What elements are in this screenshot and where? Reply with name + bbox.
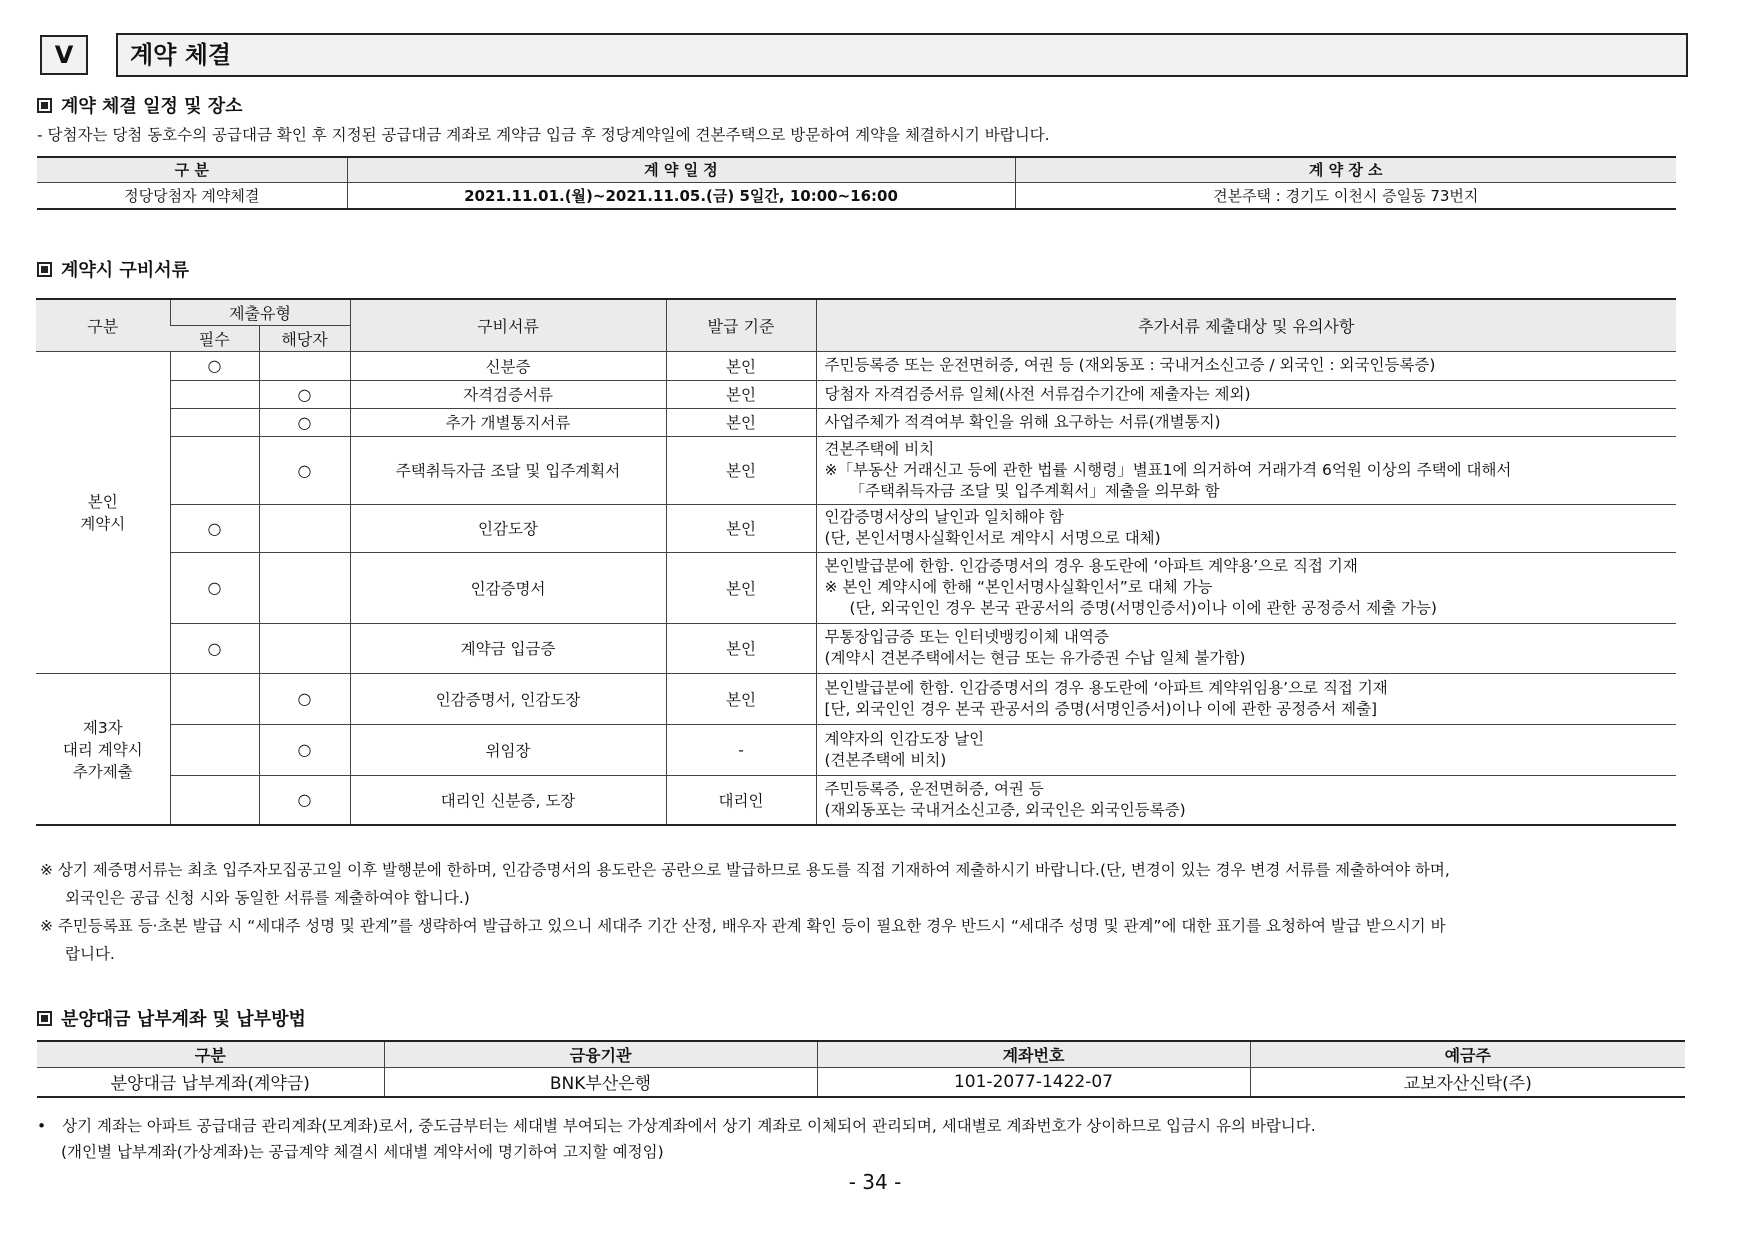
required-mark bbox=[170, 380, 259, 408]
document-name: 신분증 bbox=[350, 351, 666, 380]
note-line: 견본주택에 비치 bbox=[824, 439, 935, 458]
table-row bbox=[36, 351, 1676, 380]
header-cell: 계 약 일 정 bbox=[347, 157, 1015, 182]
documents-heading bbox=[37, 256, 189, 282]
table-row bbox=[36, 552, 1676, 623]
table-cell: BNK부산은행 bbox=[384, 1067, 817, 1097]
header-cell: 구 분 bbox=[37, 157, 347, 182]
note bbox=[816, 673, 1676, 724]
required-mark bbox=[170, 408, 259, 436]
table-header-row bbox=[36, 299, 1676, 325]
required-mark bbox=[170, 724, 259, 775]
payment-heading bbox=[37, 1005, 306, 1031]
applicable-mark: ○ bbox=[259, 673, 350, 724]
note bbox=[816, 552, 1676, 623]
document-name: 위임장 bbox=[350, 724, 666, 775]
header-cell: 구분 bbox=[36, 299, 170, 351]
issuer: 대리인 bbox=[666, 775, 816, 825]
group-label bbox=[36, 351, 170, 673]
schedule-intro: - 당첨자는 당첨 동호수의 공급대금 확인 후 지정된 공급대금 계좌로 계약금 입금 후 정당계약일에 견본주택으로 방문하여 계약을 체결하시기 바랍니다. bbox=[37, 126, 1050, 144]
group-label-line: 제3자 bbox=[82, 718, 123, 737]
required-mark: ○ bbox=[170, 351, 259, 380]
header-cell: 추가서류 제출대상 및 유의사항 bbox=[816, 299, 1676, 351]
note bbox=[816, 351, 1676, 380]
table-row bbox=[36, 623, 1676, 673]
table-row bbox=[36, 436, 1676, 504]
note-line: 본인발급분에 한함. 인감증명서의 경우 용도란에 ‘아파트 계약용’으로 직접 기재 bbox=[824, 557, 1358, 575]
remark bbox=[40, 856, 1690, 912]
table-row bbox=[36, 775, 1676, 825]
section-number: Ⅴ bbox=[40, 35, 88, 75]
table-row bbox=[37, 1067, 1685, 1097]
note-line: (단, 외국인인 경우 본국 관공서의 증명(서명인증서)이나 이에 관한 공정증서 제출 가능) bbox=[849, 599, 1437, 617]
square-bullet-icon bbox=[37, 1011, 52, 1026]
document-name: 계약금 입금증 bbox=[350, 623, 666, 673]
issuer: - bbox=[666, 724, 816, 775]
note bbox=[816, 436, 1676, 504]
group-label-line: 계약시 bbox=[80, 515, 126, 533]
payment-note-line: (개인별 납부계좌(가상계좌)는 공급계약 체결시 세대별 계약서에 명기하여 고지할 예정임) bbox=[61, 1143, 664, 1161]
table-cell: 2021.11.01.(월)~2021.11.05.(금) 5일간, 10:00~16:00 bbox=[347, 182, 1015, 209]
table-header-row bbox=[37, 157, 1676, 182]
header-cell: 계좌번호 bbox=[817, 1041, 1250, 1067]
remarks bbox=[40, 856, 1690, 968]
section-title: 계약 체결 bbox=[116, 33, 1688, 77]
note-line: 사업주체가 적격여부 확인을 위해 요구하는 서류(개별통지) bbox=[824, 412, 1221, 431]
note-line: 계약자의 인감도장 날인 bbox=[824, 729, 985, 748]
applicable-mark bbox=[259, 351, 350, 380]
note-line: 「주택취득자금 조달 및 입주계획서」제출을 의무화 함 bbox=[849, 481, 1220, 500]
square-bullet-icon bbox=[37, 262, 52, 277]
document-name: 자격검증서류 bbox=[350, 380, 666, 408]
note bbox=[816, 504, 1676, 552]
table-row bbox=[36, 408, 1676, 436]
header-cell: 구비서류 bbox=[350, 299, 666, 351]
remark-line: ※ 주민등록표 등·초본 발급 시 “세대주 성명 및 관계”를 생략하여 발급하고 있으니 세대주 기간 산정, 배우자 관계 확인 등이 필요한 경우 반드시 “세대주 성명 및 관계”에 대한 표기를 요청하여 발급 받으시기 바 bbox=[40, 917, 1446, 935]
note bbox=[816, 408, 1676, 436]
document-name: 대리인 신분증, 도장 bbox=[350, 775, 666, 825]
table-cell: 분양대금 납부계좌(계약금) bbox=[110, 1074, 310, 1095]
required-mark bbox=[170, 436, 259, 504]
bullet-icon: • bbox=[37, 1117, 47, 1135]
remark-line: ※ 상기 제증명서류는 최초 입주자모집공고일 이후 발행분에 한하며, 인감증명서의 용도란은 공란으로 발급하므로 용도를 직접 기재하여 제출하시기 바랍니다.(단, 변경이 있는 경우 변경 서류를 제출하여야 하며, bbox=[40, 861, 1450, 879]
note bbox=[816, 724, 1676, 775]
required-mark: ○ bbox=[170, 552, 259, 623]
table-header-row bbox=[37, 1041, 1685, 1067]
issuer: 본인 bbox=[666, 436, 816, 504]
required-mark bbox=[170, 673, 259, 724]
note-line: 본인발급분에 한함. 인감증명서의 경우 용도란에 ‘아파트 계약위임용’으로 직접 기재 bbox=[824, 678, 1388, 697]
group-label-line: 대리 계약시 bbox=[62, 740, 143, 759]
note-line: (단, 본인서명사실확인서로 계약시 서명으로 대체) bbox=[824, 529, 1161, 547]
applicable-mark: ○ bbox=[259, 775, 350, 825]
header-cell: 필수 bbox=[170, 325, 259, 351]
header-cell: 계 약 장 소 bbox=[1015, 157, 1676, 182]
payment-heading-text: 분양대금 납부계좌 및 납부방법 bbox=[61, 1009, 306, 1030]
document-name: 인감도장 bbox=[350, 504, 666, 552]
note-line: [단, 외국인인 경우 본국 관공서의 증명(서명인증서)이나 이에 관한 공정증서 제출] bbox=[824, 699, 1378, 718]
applicable-mark bbox=[259, 623, 350, 673]
note-line: 인감증명서상의 날인과 일치해야 함 bbox=[824, 508, 1064, 526]
schedule-heading bbox=[37, 92, 243, 118]
applicable-mark bbox=[259, 552, 350, 623]
square-bullet-icon bbox=[37, 98, 52, 113]
applicable-mark: ○ bbox=[259, 380, 350, 408]
note bbox=[816, 380, 1676, 408]
note-line: 무통장입금증 또는 인터넷뱅킹이체 내역증 bbox=[824, 628, 1109, 646]
applicable-mark bbox=[259, 504, 350, 552]
remark-line: 랍니다. bbox=[65, 945, 115, 963]
table-row bbox=[36, 504, 1676, 552]
document-name: 인감증명서, 인감도장 bbox=[350, 673, 666, 724]
required-mark: ○ bbox=[170, 623, 259, 673]
document-name: 주택취득자금 조달 및 입주계획서 bbox=[350, 436, 666, 504]
required-mark bbox=[170, 775, 259, 825]
note bbox=[816, 775, 1676, 825]
group-label-line: 본인 bbox=[87, 493, 118, 511]
schedule-heading-text: 계약 체결 일정 및 장소 bbox=[61, 96, 243, 117]
payment-note-line bbox=[37, 1113, 1316, 1139]
header-cell: 예금주 bbox=[1250, 1041, 1685, 1067]
note-line: (견본주택에 비치) bbox=[824, 750, 947, 769]
note-line: (재외동포는 국내거소신고증, 외국인은 외국인등록증) bbox=[824, 800, 1186, 819]
applicable-mark: ○ bbox=[259, 724, 350, 775]
table-row bbox=[36, 724, 1676, 775]
note-line: ※ 본인 계약시에 한해 “본인서명사실확인서”로 대체 가능 bbox=[824, 578, 1213, 596]
header-cell: 발급 기준 bbox=[666, 299, 816, 351]
applicable-mark: ○ bbox=[259, 408, 350, 436]
document-name: 인감증명서 bbox=[350, 552, 666, 623]
page-number: - 34 - bbox=[848, 1170, 902, 1194]
schedule-table bbox=[37, 156, 1676, 210]
note-line: (계약시 견본주택에서는 현금 또는 유가증권 수납 일체 불가함) bbox=[824, 649, 1246, 667]
required-mark: ○ bbox=[170, 504, 259, 552]
document-name: 추가 개별통지서류 bbox=[350, 408, 666, 436]
remark-line: 외국인은 공급 신청 시와 동일한 서류를 제출하여야 합니다.) bbox=[65, 889, 470, 907]
issuer: 본인 bbox=[666, 623, 816, 673]
issuer: 본인 bbox=[666, 552, 816, 623]
table-cell: 101-2077-1422-07 bbox=[817, 1067, 1250, 1097]
header-cell: 금융기관 bbox=[384, 1041, 817, 1067]
payment-table bbox=[37, 1040, 1685, 1098]
issuer: 본인 bbox=[666, 504, 816, 552]
table-row bbox=[37, 182, 1676, 209]
payment-note-text: 상기 계좌는 아파트 공급대금 관리계좌(모계좌)로서, 중도금부터는 세대별 부여되는 가상계좌에서 상기 계좌로 이체되어 관리되며, 세대별로 계좌번호가 상이하므로 입금시 유의 바랍니다. bbox=[62, 1117, 1316, 1135]
issuer: 본인 bbox=[666, 351, 816, 380]
table-cell: 교보자산신탁(주) bbox=[1250, 1067, 1685, 1097]
documents-heading-text: 계약시 구비서류 bbox=[61, 260, 189, 281]
note-line: ※「부동산 거래신고 등에 관한 법률 시행령」별표1에 의거하여 거래가격 6억원 이상의 주택에 대해서 bbox=[824, 460, 1512, 479]
applicable-mark: ○ bbox=[259, 436, 350, 504]
issuer: 본인 bbox=[666, 408, 816, 436]
header-cell: 해당자 bbox=[259, 325, 350, 351]
note bbox=[816, 623, 1676, 673]
note-line: 주민등록증, 운전면허증, 여권 등 bbox=[824, 779, 1044, 798]
group-label-line: 추가제출 bbox=[72, 762, 133, 781]
payment-note bbox=[37, 1113, 1316, 1165]
table-row bbox=[36, 380, 1676, 408]
note-line: 당첨자 자격검증서류 일체(사전 서류검수기간에 제출자는 제외) bbox=[824, 384, 1251, 403]
header-cell: 제출유형 bbox=[170, 299, 350, 325]
group-label bbox=[36, 673, 170, 825]
documents-table bbox=[36, 298, 1676, 826]
note-line: 주민등록증 또는 운전면허증, 여권 등 (재외동포 : 국내거소신고증 / 외국인 : 외국인등록증) bbox=[824, 356, 1436, 374]
issuer: 본인 bbox=[666, 380, 816, 408]
issuer: 본인 bbox=[666, 673, 816, 724]
remark bbox=[40, 912, 1690, 968]
table-cell: 견본주택 : 경기도 이천시 증일동 73번지 bbox=[1015, 182, 1676, 209]
header-cell: 구분 bbox=[37, 1041, 384, 1067]
table-row bbox=[36, 673, 1676, 724]
table-cell: 정당당첨자 계약체결 bbox=[124, 186, 260, 205]
